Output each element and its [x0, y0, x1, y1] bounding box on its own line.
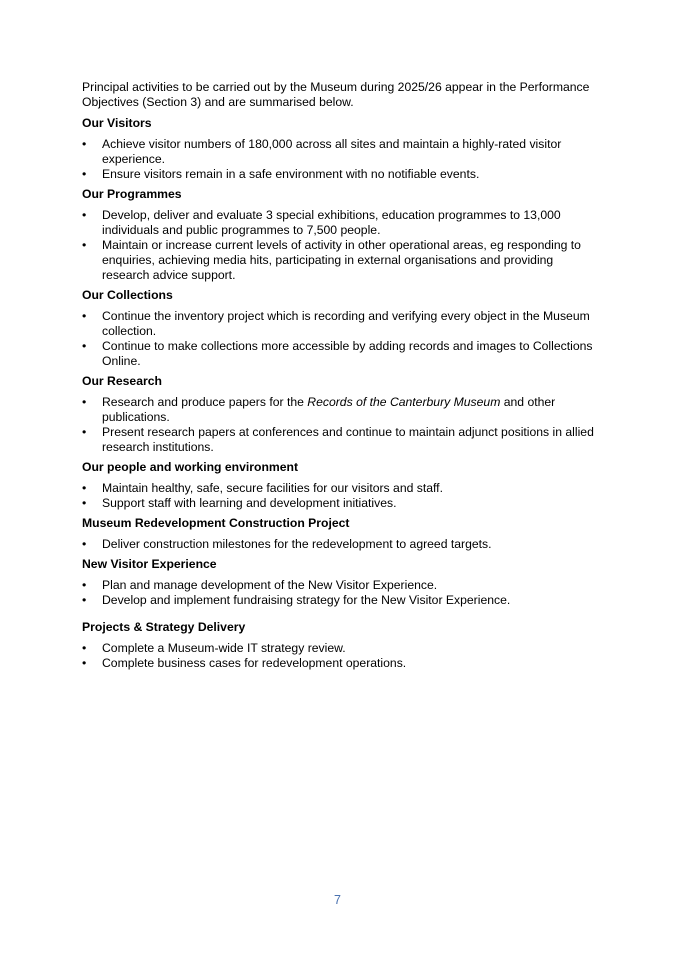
bullet-list	[82, 537, 602, 552]
bullet-icon: •	[82, 167, 87, 181]
bullet-list	[82, 137, 602, 182]
list-item	[82, 578, 602, 593]
list-item-text: Complete business cases for redevelopment operations.	[102, 656, 407, 670]
section-our-visitors	[82, 116, 602, 182]
section-our-programmes	[82, 187, 602, 283]
section-heading: Our Research	[82, 374, 162, 388]
bullet-icon: •	[82, 593, 87, 607]
list-item	[82, 208, 602, 238]
list-item	[82, 481, 602, 496]
bullet-icon: •	[82, 137, 87, 151]
list-item-text: Continue the inventory project which is recording and verifying every object in the Museum collection.	[102, 309, 590, 338]
section-new-visitor-experience	[82, 557, 602, 608]
bullet-icon: •	[82, 656, 87, 670]
section-heading: New Visitor Experience	[82, 557, 217, 571]
list-item-text: Present research papers at conferences and continue to maintain adjunct positions in allied research institutions.	[102, 425, 594, 454]
list-item-text: Continue to make collections more accessible by adding records and images to Collections Online.	[102, 339, 593, 368]
bullet-icon: •	[82, 395, 87, 409]
list-item	[82, 238, 602, 283]
bullet-list	[82, 578, 602, 608]
list-item-text: Plan and manage development of the New Visitor Experience.	[102, 578, 438, 592]
section-projects-strategy	[82, 620, 602, 671]
list-item-text-start: Research and produce papers for the	[102, 395, 308, 409]
bullet-list	[82, 395, 602, 455]
section-people-working-environment	[82, 460, 602, 511]
list-item-text: Develop, deliver and evaluate 3 special exhibitions, education programmes to 13,000 individuals and public programmes to 7,500 people.	[102, 208, 561, 237]
list-item	[82, 537, 602, 552]
list-item-text: Ensure visitors remain in a safe environment with no notifiable events.	[102, 167, 480, 181]
list-item	[82, 425, 602, 455]
list-item-text: Complete a Museum-wide IT strategy review.	[102, 641, 346, 655]
bullet-icon: •	[82, 425, 87, 439]
list-item	[82, 137, 602, 167]
list-item-text-end: and other publications.	[102, 395, 556, 424]
list-item	[82, 309, 602, 339]
list-item-text	[102, 395, 555, 424]
section-our-research	[82, 374, 602, 455]
bullet-icon: •	[82, 481, 87, 495]
list-item	[82, 641, 602, 656]
bullet-icon: •	[82, 339, 87, 353]
document-body	[82, 80, 602, 676]
bullet-icon: •	[82, 641, 87, 655]
bullet-list	[82, 208, 602, 283]
page-number: 7	[334, 893, 341, 907]
bullet-list	[82, 481, 602, 511]
bullet-icon: •	[82, 537, 87, 551]
bullet-icon: •	[82, 309, 87, 323]
bullet-list	[82, 309, 602, 369]
list-item	[82, 167, 602, 182]
list-item-text: Maintain healthy, safe, secure facilities for our visitors and staff.	[102, 481, 443, 495]
bullet-icon: •	[82, 208, 87, 222]
list-item	[82, 593, 602, 608]
list-item-text: Support staff with learning and development initiatives.	[102, 496, 397, 510]
section-heading: Museum Redevelopment Construction Project	[82, 516, 350, 530]
section-heading: Our Programmes	[82, 187, 182, 201]
bullet-icon: •	[82, 496, 87, 510]
list-item-text: Deliver construction milestones for the redevelopment to agreed targets.	[102, 537, 492, 551]
list-item-text: Maintain or increase current levels of activity in other operational areas, eg responding to enquiries, achieving media hits, participating in external organisations and providing research advice support.	[102, 238, 581, 282]
list-item-text: Develop and implement fundraising strategy for the New Visitor Experience.	[102, 593, 511, 607]
bullet-icon: •	[82, 578, 87, 592]
section-our-collections	[82, 288, 602, 369]
bullet-list	[82, 641, 602, 671]
section-heading: Our Visitors	[82, 116, 152, 130]
list-item-text: Achieve visitor numbers of 180,000 across all sites and maintain a highly-rated visitor experience.	[102, 137, 562, 166]
list-item	[82, 339, 602, 369]
list-item	[82, 395, 602, 425]
list-item	[82, 656, 602, 671]
section-heading: Our people and working environment	[82, 460, 299, 474]
section-redevelopment-construction	[82, 516, 602, 552]
publication-title: Records of the Canterbury Museum	[307, 395, 501, 409]
intro-paragraph: Principal activities to be carried out by the Museum during 2025/26 appear in the Performance Objectives (Section 3) and are summarised below.	[82, 80, 590, 109]
section-heading: Our Collections	[82, 288, 173, 302]
section-heading: Projects & Strategy Delivery	[82, 620, 246, 634]
list-item	[82, 496, 602, 511]
bullet-icon: •	[82, 238, 87, 252]
